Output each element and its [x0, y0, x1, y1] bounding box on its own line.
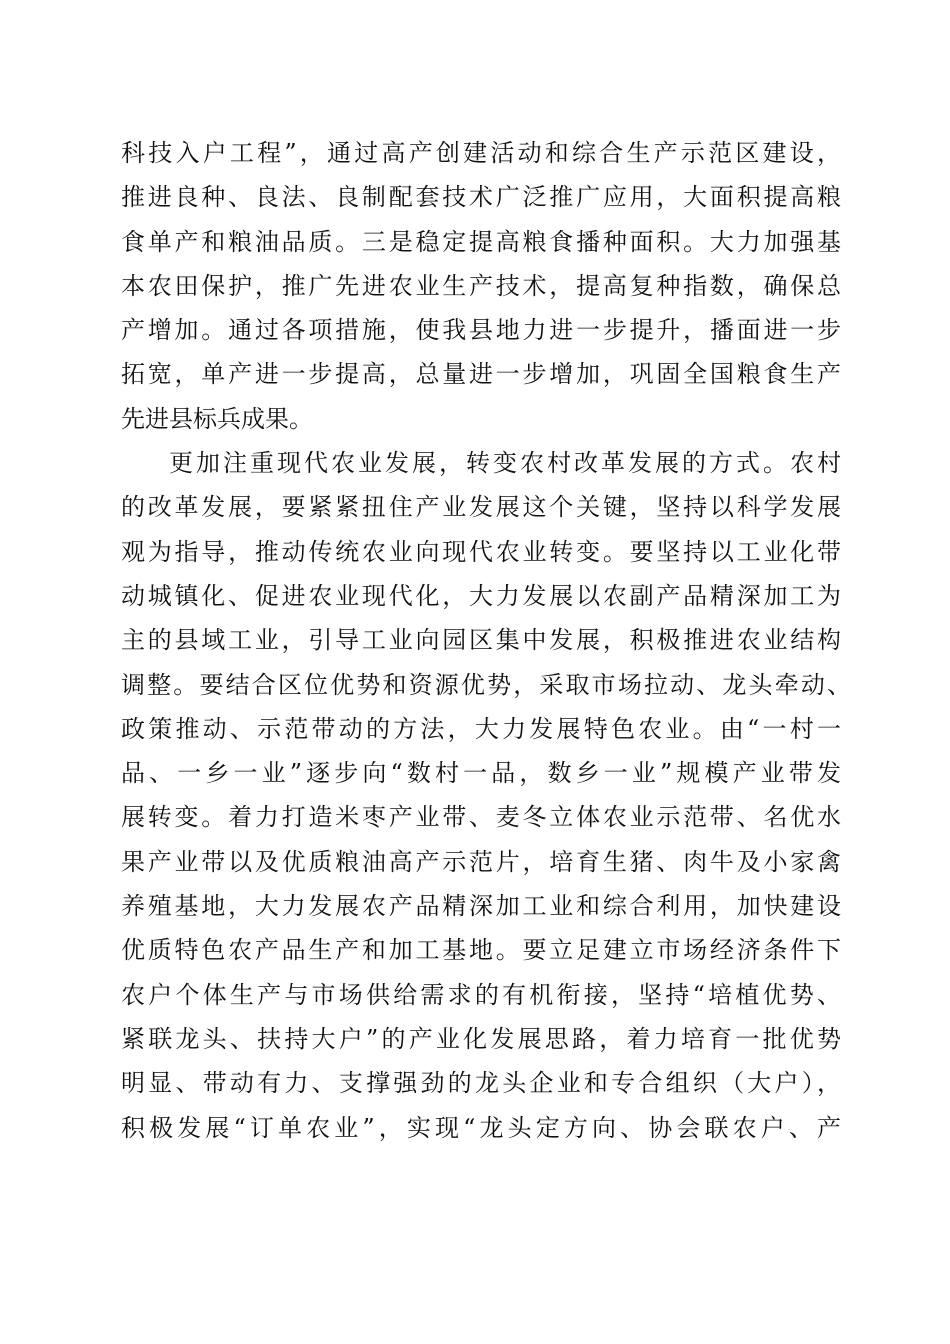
text-line: 展转变。着力打造米枣产业带、麦冬立体农业示范带、名优水: [121, 803, 841, 832]
text-line: 拓宽，单产进一步提高，总量进一步增加，巩固全国粮食生产: [121, 360, 841, 389]
text-line: 观为指导，推动传统农业向现代农业转变。要坚持以工业化带: [121, 537, 841, 566]
text-line: 明显、带动有力、支撑强劲的龙头企业和专合组织（大户），: [121, 1069, 841, 1098]
paragraph-start-line: 更加注重现代农业发展，转变农村改革发展的方式。农村: [169, 449, 841, 478]
text-line: 紧联龙头、扶持大户”的产业化发展思路，着力培育一批优势: [121, 1024, 841, 1053]
text-line: 养殖基地，大力发展农产品精深加工业和综合利用，加快建设: [121, 892, 841, 921]
text-line: 科技入户工程”，通过高产创建活动和综合生产示范区建设，: [121, 139, 841, 167]
text-line: 优质特色农产品生产和加工基地。要立足建立市场经济条件下: [121, 936, 841, 965]
text-line: 积极发展“订单农业”，实现“龙头定方向、协会联农户、产: [121, 1113, 841, 1142]
text-line: 动城镇化、促进农业现代化，大力发展以农副产品精深加工为: [121, 581, 841, 610]
text-line: 本农田保护，推广先进农业生产技术，提高复种指数，确保总: [121, 271, 841, 300]
body-text: [121, 131, 851, 1150]
text-line: 先进县标兵成果。: [121, 404, 313, 433]
text-line: 调整。要结合区位优势和资源优势，采取市场拉动、龙头牵动、: [121, 670, 851, 699]
text-line: 食单产和粮油品质。三是稳定提高粮食播种面积。大力加强基: [121, 227, 841, 256]
text-line: 主的县域工业，引导工业向园区集中发展，积极推进农业结构: [121, 626, 841, 655]
text-line: 果产业带以及优质粮油高产示范片，培育生猪、肉牛及小家禽: [121, 847, 841, 876]
text-line: 政策推动、示范带动的方法，大力发展特色农业。由“一村一: [121, 714, 841, 743]
text-line: 的改革发展，要紧紧扭住产业发展这个关键，坚持以科学发展: [121, 493, 841, 522]
text-line: 推进良种、良法、良制配套技术广泛推广应用，大面积提高粮: [121, 183, 841, 212]
text-line: 农户个体生产与市场供给需求的有机衔接，坚持“培植优势、: [121, 980, 841, 1009]
text-line: 品、一乡一业”逐步向“数村一品，数乡一业”规模产业带发: [121, 759, 841, 788]
text-line: 产增加。通过各项措施，使我县地力进一步提升，播面进一步: [121, 316, 841, 345]
